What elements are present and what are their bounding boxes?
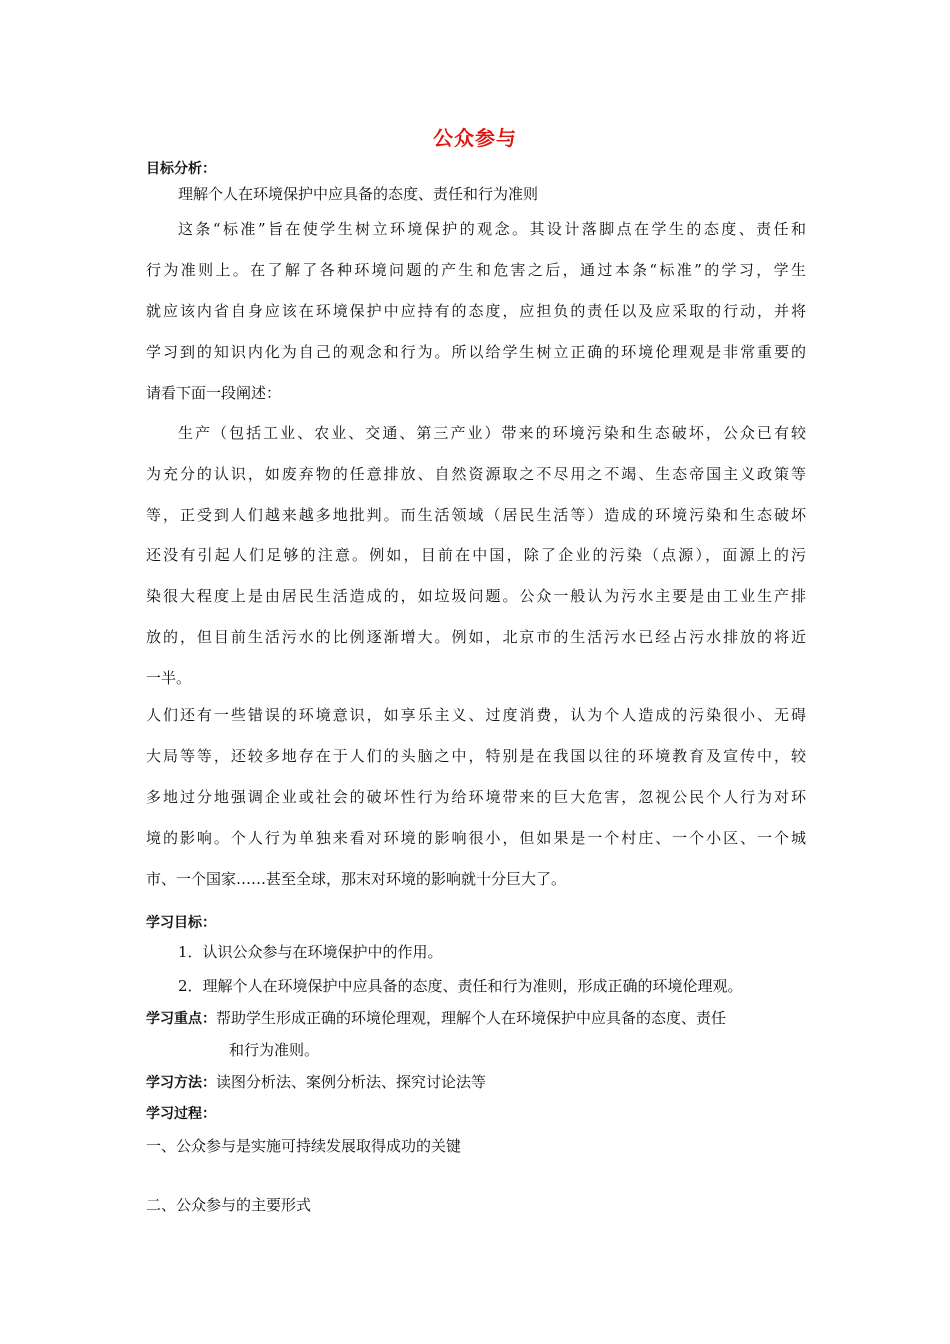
paragraph-line: 为充分的认识，如废弃物的任意排放、自然资源取之不尽用之不竭、生态帝国主义政策等 (146, 465, 806, 483)
paragraph-line: 人们还有一些错误的环境意识，如享乐主义、过度消费，认为个人造成的污染很小、无碍 (146, 706, 806, 724)
methods-label: 学习方法： (146, 1075, 216, 1091)
process-item: 二、公众参与的主要形式 (146, 1196, 312, 1214)
methods-line (146, 1072, 806, 1093)
paragraph-line: 大局等等，还较多地存在于人们的头脑之中，特别是在我国以往的环境教育及宣传中，较 (146, 747, 806, 765)
goal-analysis-heading: 目标分析： (146, 161, 216, 177)
paragraph-line: 染很大程度上是由居民生活造成的，如垃圾问题。公众一般认为污水主要是由工业生产排 (146, 587, 806, 605)
paragraph-line: 生产（包括工业、农业、交通、第三产业）带来的环境污染和生态破坏，公众已有较 (178, 424, 806, 442)
paragraph-line: 市、一个国家……甚至全球，那末对环境的影响就十分巨大了。 (146, 870, 567, 888)
learning-goal-item: 1．认识公众参与在环境保护中的作用。 (178, 943, 443, 961)
paragraph-line: 还没有引起人们足够的注意。例如，目前在中国，除了企业的污染（点源），面源上的污 (146, 546, 806, 564)
paragraph-line: 境的影响。个人行为单独来看对环境的影响很小，但如果是一个村庄、一个小区、一个城 (146, 829, 806, 847)
page-title: 公众参与 (433, 126, 517, 150)
paragraph-line: 就应该内省自身应该在环境保护中应持有的态度，应担负的责任以及应采取的行动，并将 (146, 302, 806, 320)
key-points-text: 帮助学生形成正确的环境伦理观，理解个人在环境保护中应具备的态度、责任 (216, 1009, 727, 1027)
paragraph-line: 学习到的知识内化为自己的观念和行为。所以给学生树立正确的环境伦理观是非常重要的 (146, 343, 806, 361)
key-points-continuation: 和行为准则。 (229, 1041, 320, 1059)
goal-summary: 理解个人在环境保护中应具备的态度、责任和行为准则 (178, 185, 539, 203)
paragraph-line: 行为准则上。在了解了各种环境问题的产生和危害之后，通过本条“标准”的学习，学生 (146, 261, 806, 279)
process-item: 一、公众参与是实施可持续发展取得成功的关键 (146, 1137, 462, 1155)
paragraph-line: 一半。 (146, 669, 192, 687)
process-heading: 学习过程： (146, 1106, 216, 1122)
paragraph-line: 多地过分地强调企业或社会的破坏性行为给环境带来的巨大危害，忽视公民个人行为对环 (146, 788, 806, 806)
paragraph-line: 这条“标准”旨在使学生树立环境保护的观念。其设计落脚点在学生的态度、责任和 (178, 220, 806, 238)
learning-goal-item: 2．理解个人在环境保护中应具备的态度、责任和行为准则，形成正确的环境伦理观。 (178, 977, 743, 995)
key-points-line (146, 1008, 806, 1029)
methods-text: 读图分析法、案例分析法、探究讨论法等 (216, 1073, 487, 1091)
paragraph-line: 放的，但目前生活污水的比例逐渐增大。例如，北京市的生活污水已经占污水排放的将近 (146, 628, 806, 646)
learning-goals-heading: 学习目标： (146, 915, 216, 931)
key-points-label: 学习重点： (146, 1011, 216, 1027)
paragraph-line: 等，正受到人们越来越多地批判。而生活领域（居民生活等）造成的环境污染和生态破坏 (146, 506, 806, 524)
paragraph-line: 请看下面一段阐述： (146, 384, 282, 402)
